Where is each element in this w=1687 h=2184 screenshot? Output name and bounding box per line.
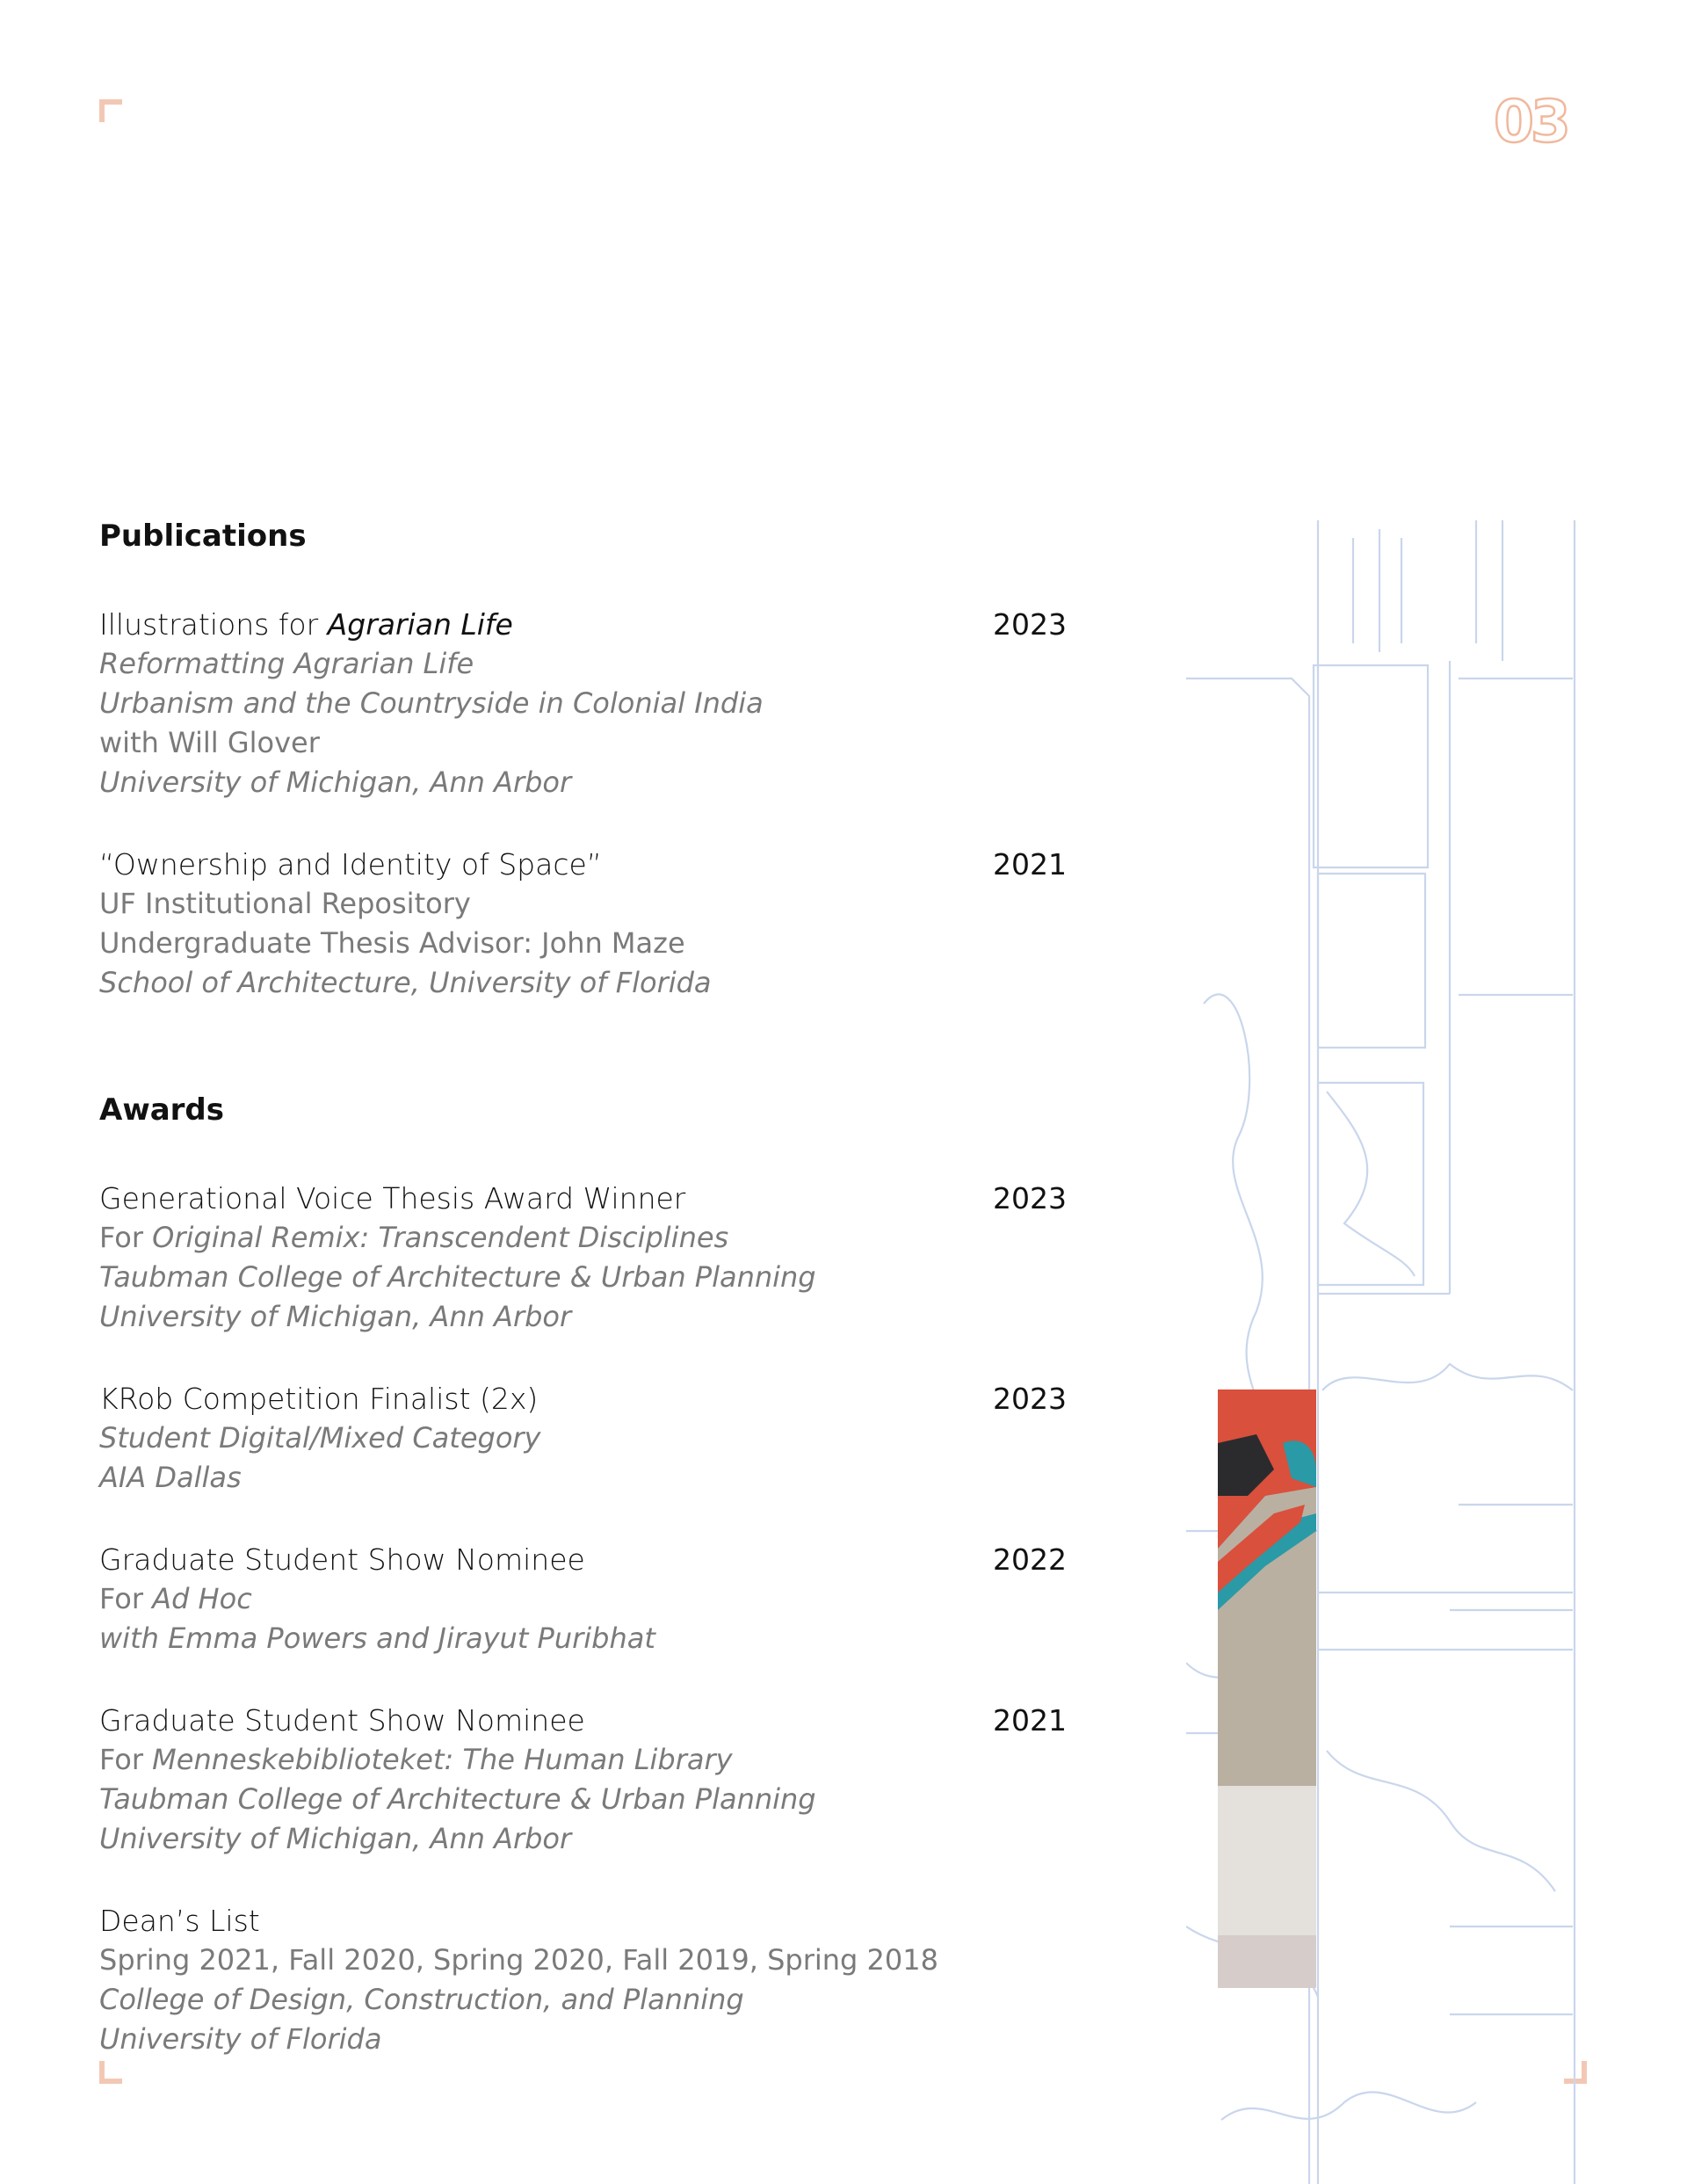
- publication-detail: School of Architecture, University of Florida: [99, 966, 712, 999]
- award-entry: [99, 1179, 1066, 1337]
- award-title: Graduate Student Show Nominee: [99, 1703, 585, 1738]
- publication-title: Illustrations for Agrarian Life: [99, 607, 513, 642]
- publication-title: “Ownership and Identity of Space”: [99, 847, 602, 882]
- publication-entry: [99, 845, 1066, 1003]
- page-number: 03: [1494, 88, 1568, 156]
- award-title: KRob Competition Finalist (2x): [99, 1382, 539, 1416]
- award-detail: University of Florida: [99, 2022, 382, 2056]
- publication-detail: Reformatting Agrarian Life: [99, 647, 474, 680]
- award-detail: Spring 2021, Fall 2020, Spring 2020, Fall 2019, Spring 2018: [99, 1943, 938, 1977]
- publication-detail: Undergraduate Thesis Advisor: John Maze: [99, 926, 685, 960]
- publication-year: 2023: [993, 607, 1067, 642]
- award-detail: University of Michigan, Ann Arbor: [99, 1822, 572, 1855]
- collage-strip: [1218, 1389, 1316, 1988]
- award-title: Generational Voice Thesis Award Winner: [99, 1181, 686, 1215]
- cv-content: [99, 510, 1066, 2059]
- award-title: Graduate Student Show Nominee: [99, 1542, 585, 1577]
- corner-mark-bottom-left: [99, 2061, 122, 2084]
- architectural-plan-graphic: [1186, 520, 1586, 2184]
- award-detail: Taubman College of Architecture & Urban Planning: [99, 1260, 816, 1294]
- award-detail: For Ad Hoc: [99, 1582, 252, 1615]
- publication-detail: Urbanism and the Countryside in Colonial India: [99, 686, 764, 720]
- publication-detail: with Will Glover: [99, 726, 320, 759]
- publications-heading: Publications: [99, 519, 307, 554]
- award-detail: University of Michigan, Ann Arbor: [99, 1300, 572, 1333]
- publication-detail: UF Institutional Repository: [99, 887, 471, 920]
- award-year: 2021: [993, 1703, 1067, 1738]
- publication-year: 2021: [993, 847, 1067, 882]
- award-entry: [99, 1701, 1066, 1859]
- award-detail: For Menneskebiblioteket: The Human Library: [99, 1743, 733, 1776]
- award-year: 2023: [993, 1382, 1067, 1416]
- award-year: 2023: [993, 1181, 1067, 1215]
- award-detail: Student Digital/Mixed Category: [99, 1421, 541, 1455]
- award-detail: College of Design, Construction, and Planning: [99, 1983, 744, 2016]
- award-entry: [99, 1379, 1066, 1498]
- award-detail: For Original Remix: Transcendent Disciplines: [99, 1221, 729, 1254]
- award-entry: [99, 1901, 1066, 2059]
- award-title: Dean’s List: [99, 1904, 260, 1938]
- award-detail: AIA Dallas: [99, 1461, 242, 1494]
- awards-heading: Awards: [99, 1092, 225, 1128]
- publication-detail: University of Michigan, Ann Arbor: [99, 765, 572, 799]
- award-entry: [99, 1540, 1066, 1658]
- publication-entry: [99, 605, 1066, 802]
- award-year: 2022: [993, 1542, 1067, 1577]
- award-detail: with Emma Powers and Jirayut Puribhat: [99, 1622, 655, 1655]
- award-detail: Taubman College of Architecture & Urban Planning: [99, 1782, 816, 1816]
- corner-mark-top-left: [99, 99, 122, 122]
